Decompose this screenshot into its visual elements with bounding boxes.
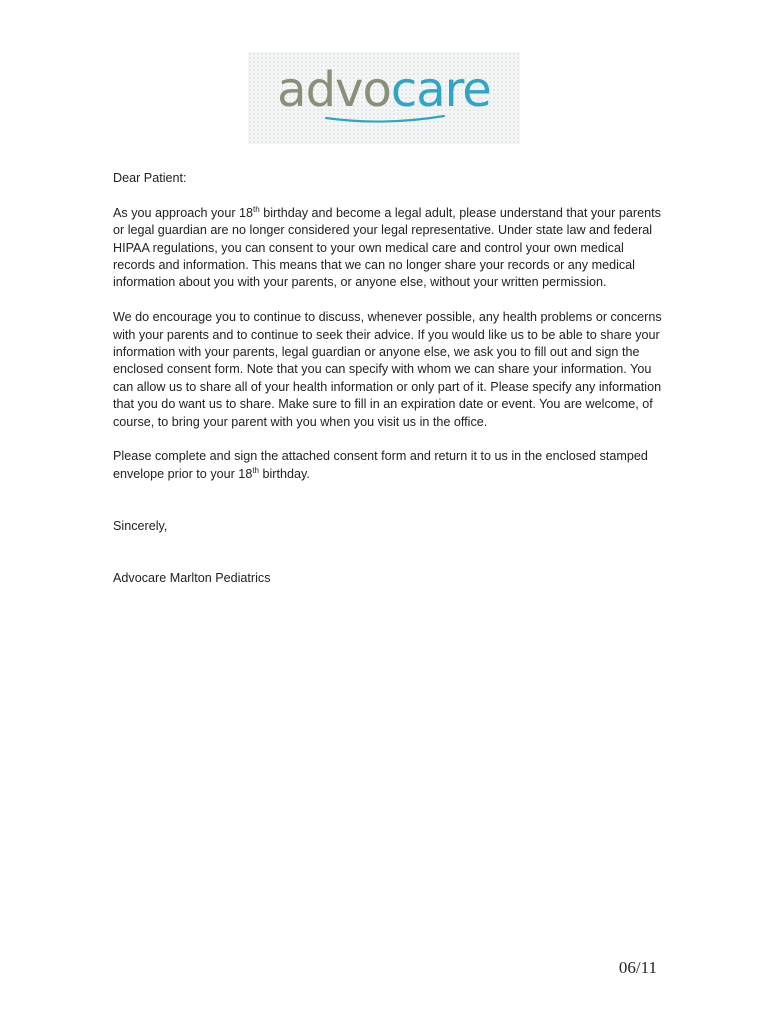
letter-signature: Advocare Marlton Pediatrics [113,571,271,586]
revision-code: 06/11 [618,958,657,977]
advocare-logo [248,52,520,144]
letter-paragraph-3: Please complete and sign the attached consent form and return it to us in the enclosed stamped envelope prior to your 18th birthday. [113,449,648,481]
logo-text-care: care [390,62,491,118]
logo-text-advo: advo [277,62,391,118]
letter-closing: Sincerely, [113,519,168,534]
letter-paragraph-1: As you approach your 18th birthday and become a legal adult, please understand that your parents or legal guardian are no longer considered your legal representative. Under state law and federal HIPAA regulations, you can consent to your own medical care and control your own medical records and information. This means that we can no longer share your records or any medical information about you with your parents, or anyone else, without your written permission. [113,204,661,290]
letter-paragraph-2: We do encourage you to continue to discuss, whenever possible, any health problems or concerns with your parents and to continue to seek their advice. If you would like us to be able to share your information with your parents, legal guardian or anyone else, we ask you to fill out and sign the enclosed consent form. Note that you can specify with whom we can share your information. You can allow us to share all of your health information or only part of it. Please specify any information that you do want us to share. Make sure to fill in an expiration date or event. You are welcome, of course, to bring your parent with you when you visit us in the office. [113,310,662,429]
letter-body [113,170,665,605]
letter-greeting: Dear Patient: [113,171,187,185]
logo-swoosh-icon [248,52,520,144]
